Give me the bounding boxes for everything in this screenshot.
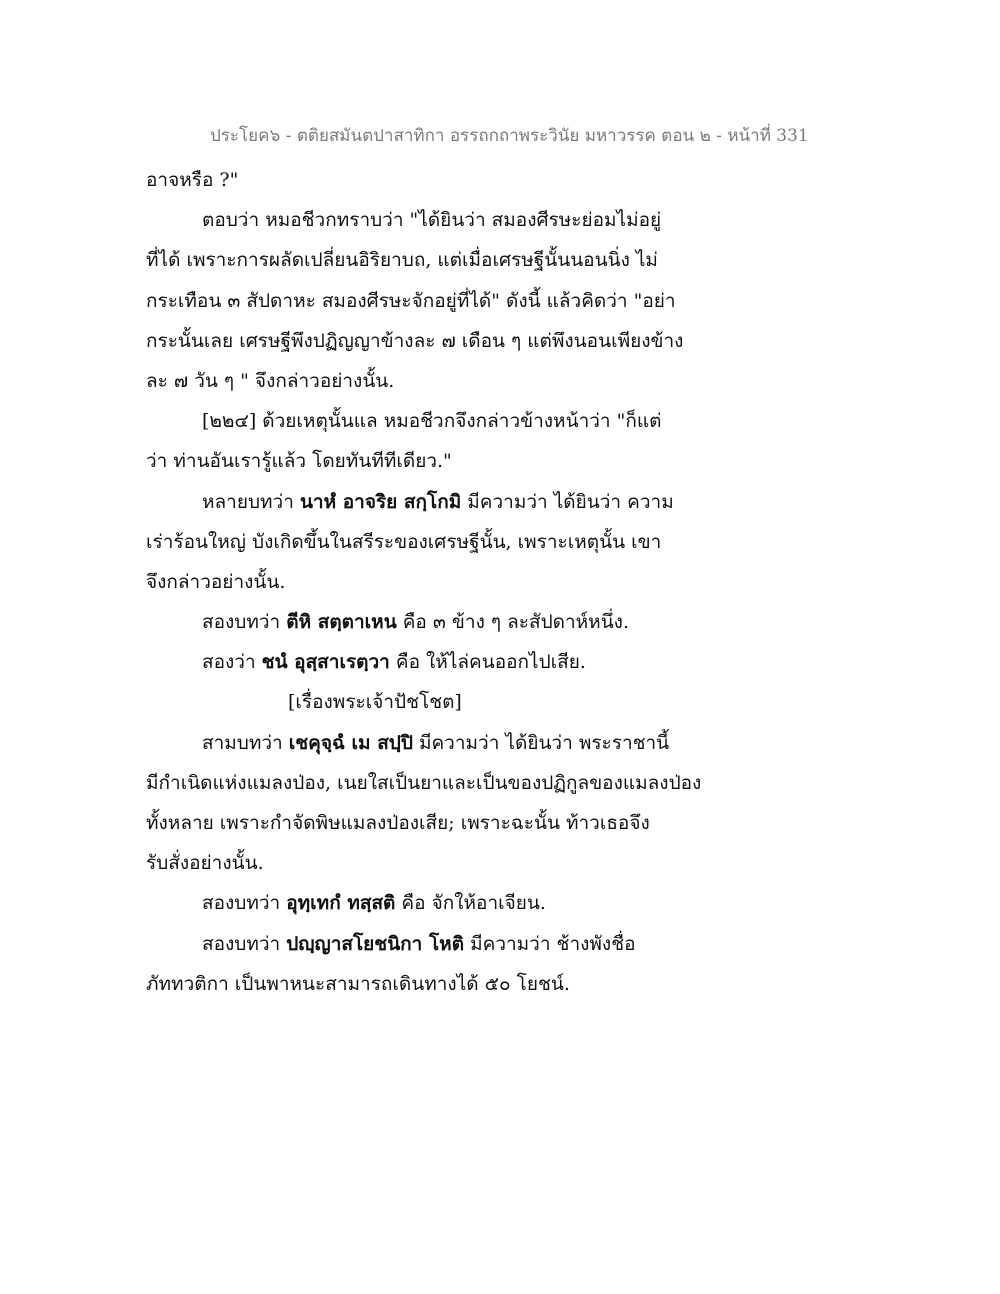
- text-line: มีกำเนิดแห่งแมลงป่อง, เนยใสเป็นยาและเป็นของปฏิกูลของแมลงป่อง: [146, 771, 702, 794]
- text-line: กระเทือน ๓ สัปดาหะ สมองศีรษะจักอยู่ที่ได้" ดังนี้ แล้วคิดว่า "อย่า: [146, 289, 676, 312]
- text-line: ตอบว่า หมอชีวกทราบว่า "ได้ยินว่า สมองศีรษะย่อมไม่อยู่: [202, 209, 662, 232]
- text-line: [146, 642, 846, 682]
- pali-term: ปญฺญาสโยชนิกา โหติ: [286, 932, 465, 955]
- line-prefix: หลายบทว่า: [202, 490, 300, 513]
- line-prefix: สองบทว่า: [202, 932, 287, 955]
- pali-term: ตีหิ สตฺตาเหน: [286, 611, 397, 634]
- text-line: ที่ได้ เพราะการผลัดเปลี่ยนอิริยาบถ, แต่เมื่อเศรษฐีนั้นนอนนิ่ง ไม่: [146, 249, 658, 272]
- line-suffix: คือ ๓ ข้าง ๆ ละสัปดาห์หนึ่ง.: [396, 611, 630, 634]
- line-suffix: มีความว่า ได้ยินว่า พระราชานี้: [412, 731, 670, 754]
- pali-term: เชคุจฺฉํ เม สปฺปิ: [288, 731, 413, 754]
- text-line: กระนั้นเลย เศรษฐีพึงปฏิญญาข้างละ ๗ เดือน ๆ แต่พึงนอนเพียงข้าง: [146, 329, 684, 352]
- text-line: เร่าร้อนใหญ่ บังเกิดขึ้นในสรีระของเศรษฐีนั้น, เพราะเหตุนั้น เขา: [146, 530, 662, 553]
- line-prefix: สองว่า: [202, 651, 262, 674]
- text-line: [146, 602, 846, 642]
- line-prefix: สองบทว่า: [202, 611, 287, 634]
- text-line: ภัททวติกา เป็นพาหนะสามารถเดินทางได้ ๕๐ โยชน์.: [146, 972, 570, 995]
- pali-term: อุทฺเทกํ ทสฺสติ: [286, 892, 396, 915]
- line-suffix: มีความว่า ได้ยินว่า ความ: [461, 490, 674, 513]
- line-suffix: มีความว่า ช้างพังชื่อ: [464, 932, 636, 955]
- text-line: ทั้งหลาย เพราะกำจัดพิษแมลงป่องเสีย; เพราะฉะนั้น ท้าวเธอจึง: [146, 812, 650, 834]
- line-prefix: สามบทว่า: [202, 731, 289, 754]
- text-line: [146, 883, 846, 923]
- text-line: จึงกล่าวอย่างนั้น.: [146, 570, 286, 593]
- text-line: ว่า ท่านอันเรารู้แล้ว โดยทันทีทีเดียว.": [146, 450, 452, 473]
- text-line: [146, 723, 846, 763]
- text-line: ละ ๗ วัน ๆ " จึงกล่าวอย่างนั้น.: [146, 369, 395, 392]
- line-prefix: สองบทว่า: [202, 892, 287, 915]
- pali-term: นาหํ อาจริย สกฺโกมิ: [299, 490, 462, 513]
- body-text: [146, 160, 846, 1004]
- text-line: อาจหรือ ?": [146, 169, 239, 191]
- text-line: [146, 924, 846, 964]
- text-line: [๒๒๔] ด้วยเหตุนั้นแล หมอชีวกจึงกล่าวข้างหน้าว่า "ก็แต่: [202, 410, 662, 433]
- line-suffix: คือ จักให้อาเจียน.: [395, 892, 546, 915]
- line-suffix: คือ ให้ไล่คนออกไปเสีย.: [389, 651, 586, 674]
- pali-term: ชนํ อุสฺสาเรตฺวา: [261, 651, 390, 674]
- text-line: [146, 482, 846, 522]
- page-header: ประโยค๖ - ตติยสมันตปาสาทิกา อรรถกถาพระวินัย มหาวรรค ตอน ๒ - หน้าที่ 331: [210, 126, 809, 146]
- text-line: รับสั่งอย่างนั้น.: [146, 852, 264, 875]
- section-heading: [เรื่องพระเจ้าปัชโชต]: [288, 691, 462, 714]
